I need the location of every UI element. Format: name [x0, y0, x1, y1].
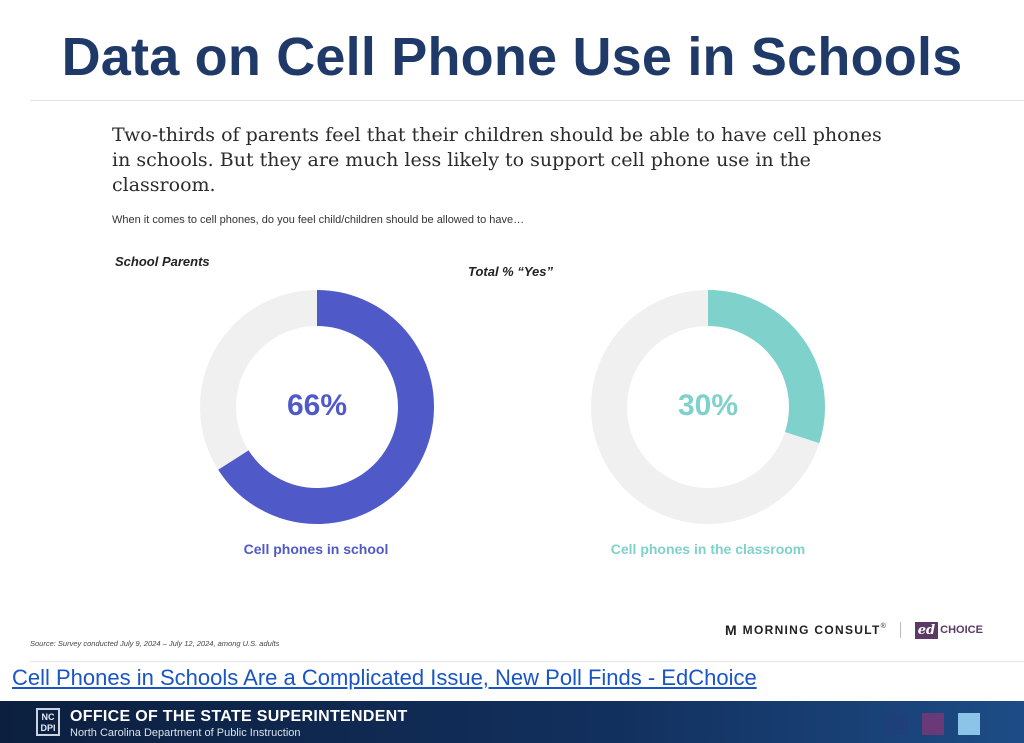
partner-logos	[725, 620, 983, 640]
footer-square	[958, 713, 980, 735]
morning-consult-wordmark: MORNING CONSULT	[742, 623, 881, 637]
group-label: School Parents	[115, 254, 210, 269]
chart-headline: Two-thirds of parents feel that their children should be able to have cell phones in schools. But they are much less likely to support cell phone use in the classroom.	[112, 124, 882, 196]
survey-question: When it comes to cell phones, do you feel child/children should be allowed to have…	[112, 214, 525, 226]
edchoice-wordmark: CHOICE	[940, 624, 983, 636]
category-label: Cell phones in school	[243, 541, 389, 557]
metric-label: Total % “Yes”	[468, 264, 554, 279]
article-link[interactable]: Cell Phones in Schools Are a Complicated Issue, New Poll Finds - EdChoice	[12, 665, 757, 690]
logo-divider	[900, 622, 901, 638]
edchoice-logo	[915, 622, 983, 639]
edchoice-ed-mark: ed	[915, 622, 938, 639]
source-note: Source: Survey conducted July 9, 2024 – July 12, 2024, among U.S. adults	[30, 639, 280, 648]
donut-value-label: 66%	[286, 389, 348, 422]
footer-square	[922, 713, 944, 735]
morning-consult-logo-icon: M	[725, 622, 737, 638]
registered-mark: ®	[880, 622, 886, 630]
footer-square	[886, 713, 908, 735]
donut-value-label: 30%	[677, 389, 739, 422]
nc-seal-icon: NC DPI	[36, 708, 60, 736]
department-name: North Carolina Department of Public Instruction	[70, 727, 301, 739]
footer-bar	[0, 701, 1024, 743]
category-label: Cell phones in the classroom	[610, 541, 806, 557]
office-name: OFFICE OF THE STATE SUPERINTENDENT	[70, 708, 408, 725]
slide-title: Data on Cell Phone Use in Schools	[61, 27, 963, 87]
